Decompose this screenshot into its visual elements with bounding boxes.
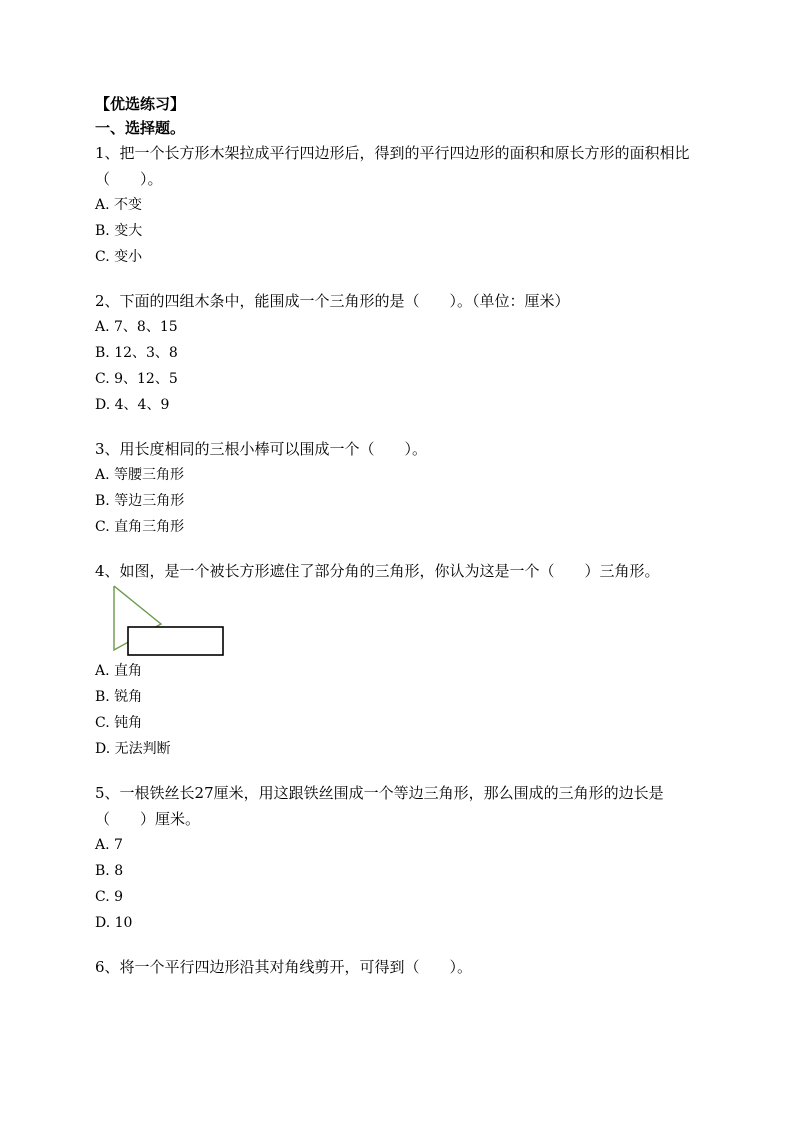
question-text: 5、一根铁丝长27厘米，用这跟铁丝围成一个等边三角形，那么围成的三角形的边长是（ ）厘米。 bbox=[95, 784, 664, 828]
option-b: B. 变大 bbox=[95, 223, 143, 239]
covering-rectangle bbox=[128, 627, 223, 655]
question-3 bbox=[95, 436, 715, 540]
option-d: D. 无法判断 bbox=[95, 741, 171, 757]
option-a: A. 7 bbox=[95, 837, 123, 853]
question-6 bbox=[95, 954, 715, 980]
option-c: C. 钝角 bbox=[95, 715, 143, 731]
question-1 bbox=[95, 140, 715, 270]
option-a: A. 不变 bbox=[95, 197, 143, 213]
worksheet-header: 【优选练习】 bbox=[95, 95, 186, 113]
question-5 bbox=[95, 780, 715, 936]
option-d: D. 10 bbox=[95, 915, 133, 931]
option-b: B. 等边三角形 bbox=[95, 493, 185, 509]
question-2 bbox=[95, 288, 715, 418]
option-b: B. 12、3、8 bbox=[95, 345, 178, 361]
section-title: 一、选择题。 bbox=[95, 119, 186, 137]
option-c: C. 变小 bbox=[95, 249, 143, 265]
question-text: 2、下面的四组木条中，能围成一个三角形的是（ ）。（单位：厘米） bbox=[95, 292, 570, 310]
option-d: D. 4、4、9 bbox=[95, 397, 170, 413]
option-b: B. 8 bbox=[95, 863, 124, 879]
question-4 bbox=[95, 558, 715, 762]
option-b: B. 锐角 bbox=[95, 689, 143, 705]
question-text: 1、把一个长方形木架拉成平行四边形后，得到的平行四边形的面积和原长方形的面积相比（ ）。 bbox=[95, 144, 690, 188]
triangle-rectangle-figure bbox=[113, 584, 245, 656]
option-c: C. 直角三角形 bbox=[95, 519, 185, 535]
option-a: A. 直角 bbox=[95, 663, 143, 679]
option-a: A. 7、8、15 bbox=[95, 319, 178, 335]
question-text: 6、将一个平行四边形沿其对角线剪开，可得到（ ）。 bbox=[95, 958, 473, 976]
option-c: C. 9、12、5 bbox=[95, 371, 178, 387]
worksheet bbox=[95, 92, 715, 998]
option-c: C. 9 bbox=[95, 889, 124, 905]
question-text: 3、用长度相同的三根小棒可以围成一个（ ）。 bbox=[95, 440, 428, 458]
option-a: A. 等腰三角形 bbox=[95, 467, 185, 483]
question-text: 4、如图，是一个被长方形遮住了部分角的三角形，你认为这是一个（ ）三角形。 bbox=[95, 562, 660, 580]
